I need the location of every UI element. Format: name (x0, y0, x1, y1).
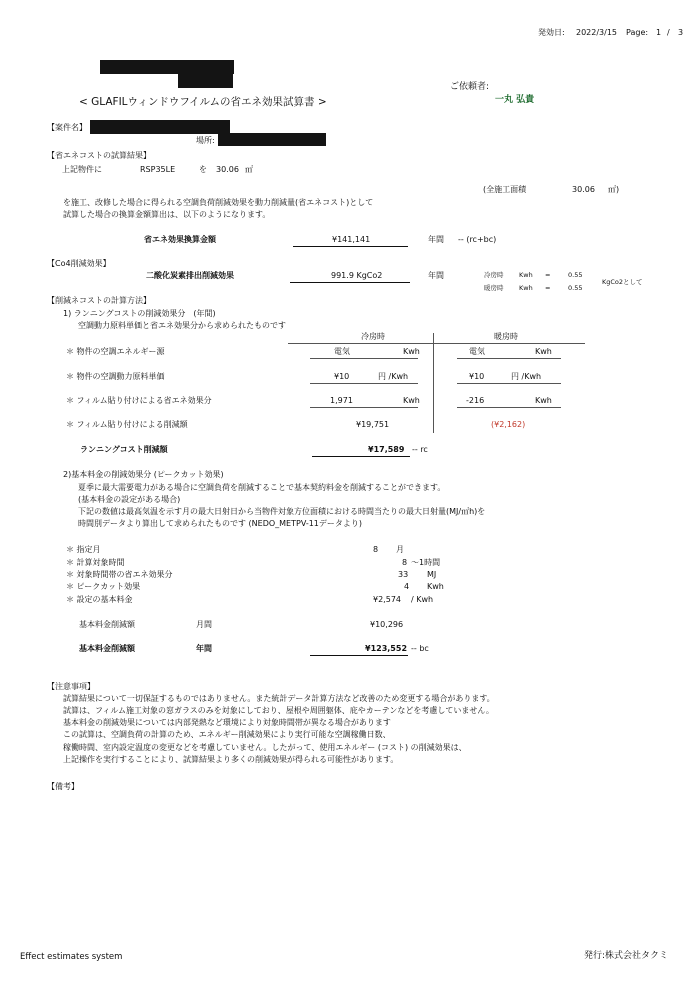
film-reduction-cool: ¥19,751 (356, 420, 390, 429)
row-unitprice-cool-line (310, 383, 418, 384)
page-current: 1 (656, 28, 662, 37)
row-saving-label: ＊ フィルム貼り付けによる省エネ効果分 (66, 396, 212, 405)
redacted-company-sub (178, 74, 233, 88)
basic-item-peak-label: ＊ ピークカット効果 (66, 582, 141, 591)
co2-heat-label: 暖房時 (484, 284, 504, 292)
amount-unit: 年間 (428, 235, 444, 244)
area-unit: ㎡ (245, 165, 253, 174)
total-area-label: (全施工面積 (483, 185, 527, 194)
area-value: 30.06 (216, 165, 239, 174)
page-total: 3 (678, 28, 684, 37)
product-name: RSP35LE (140, 165, 176, 174)
film-reduction-heat: (¥2,162) (491, 420, 526, 429)
table-top-line (288, 343, 585, 344)
table-divider (433, 333, 434, 433)
co2-heat-kwh: Kwh (519, 284, 533, 292)
footer-system-name: Effect estimates system (20, 952, 123, 962)
row-unitprice-cool-b: 円 /Kwh (378, 372, 409, 381)
basic-item-hours-value: 8 (402, 558, 408, 567)
monthly-label: 基本料金削減額 (79, 620, 135, 629)
co2-heat-factor: 0.55 (568, 284, 583, 292)
row-unitprice-heat-line (457, 383, 561, 384)
issue-date: 2022/3/15 (576, 28, 618, 37)
annual-period: 年間 (196, 644, 212, 653)
row-unitprice-label: ＊ 物件の空調動力原料単価 (66, 372, 165, 381)
col-heat: 暖房時 (494, 332, 518, 341)
note-line-4: この試算は、空調負荷の計算のため、エネルギー削減効果により実行可能な空調稼働日数、 (63, 730, 391, 739)
basic-item-fee-unit: / Kwh (411, 595, 434, 604)
monthly-value: ¥10,296 (370, 620, 404, 629)
row-energy-heat-line (457, 358, 561, 359)
amount-underline (293, 246, 408, 247)
co2-label: 二酸化炭素排出削減効果 (146, 271, 234, 280)
basic-item-saving-unit: MJ (427, 570, 437, 579)
row-saving-cool-a: 1,971 (330, 396, 353, 405)
basic-item-saving-label: ＊ 対象時間帯の省エネ効果分 (66, 570, 173, 579)
co2-cool-factor: 0.55 (568, 271, 583, 279)
monthly-period: 月間 (196, 620, 212, 629)
running-total-label: ランニングコスト削減額 (80, 445, 168, 454)
document-title: < GLAFILウィンドウフイルムの省エネ効果試算書 > (79, 96, 327, 108)
property-prefix: 上記物件に (62, 165, 102, 174)
running-total-underline (312, 456, 410, 457)
row-saving-heat-b: Kwh (535, 396, 552, 405)
co2-note: KgCo2として (602, 278, 643, 286)
row-energy-heat-b: Kwh (535, 347, 552, 356)
basic-line-3: 下記の数値は最高気温を示す月の最大日射日から当物件対象方位面積における時間当たりの最大日射量(MJ/㎡h)を (78, 507, 486, 516)
row-energy-cool-a: 電気 (334, 347, 350, 356)
basic-title: 2)基本料金の削減効果分 (ピークカット効果) (63, 470, 224, 479)
basic-item-month-unit: 月 (396, 545, 404, 554)
remarks-heading: 【備考】 (47, 782, 79, 791)
total-area-value: 30.06 (572, 185, 595, 194)
notes-heading: 【注意事項】 (47, 682, 95, 691)
note-line-2: 試算は、フィルム施工対象の窓ガラスのみを対象にしており、屋根や周囲躯体、庇やカーテンなどを考慮していません。 (63, 706, 494, 715)
row-unitprice-cool-a: ¥10 (334, 372, 350, 381)
running-title: 1) ランニングコストの削減効果分 (年間) (63, 309, 216, 318)
particle-wo: を (199, 165, 207, 174)
co2-cool-kwh: Kwh (519, 271, 533, 279)
note-line-6: 上記操作を実行することにより、試算結果より多くの削減効果が得られる可能性があります。 (63, 755, 399, 764)
annual-value: ¥123,552 (365, 644, 408, 653)
row-saving-cool-b: Kwh (403, 396, 420, 405)
note-line-1: 試算結果について一切保証するものではありません。また統計データ計算方法など改善のため変更する場合があります。 (63, 694, 495, 703)
row-energy-cool-b: Kwh (403, 347, 420, 356)
basic-item-month-value: 8 (373, 545, 379, 554)
basic-item-hours-label: ＊ 計算対象時間 (66, 558, 125, 567)
location-label: 場所: (196, 136, 215, 145)
cost-heading: 【省エネコストの試算結果】 (47, 151, 151, 160)
cost-desc-2: 試算した場合の換算金額算出は、以下のようになります。 (63, 210, 271, 219)
row-saving-cool-line (310, 407, 418, 408)
running-total-note: -- rc (412, 445, 428, 454)
redacted-company (100, 60, 234, 74)
co2-value: 991.9 KgCo2 (331, 271, 383, 280)
co2-unit: 年間 (428, 271, 444, 280)
cost-desc-1: を施工、改修した場合に得られる空調負荷削減効果を動力削減量(省エネコスト)として (63, 198, 374, 207)
basic-line-4: 時間別データより算出して求められたものです (NEDO_METPV-11データより) (78, 519, 363, 528)
basic-item-peak-unit: Kwh (427, 582, 444, 591)
annual-label: 基本料金削減額 (79, 644, 135, 653)
row-saving-heat-line (457, 407, 561, 408)
running-total-value: ¥17,589 (368, 445, 405, 454)
basic-item-peak-value: 4 (404, 582, 410, 591)
basic-item-saving-value: 33 (398, 570, 409, 579)
basic-line-2: (基本料金の設定がある場合) (78, 495, 181, 504)
basic-item-month-label: ＊ 指定月 (66, 545, 101, 554)
row-unitprice-heat-b: 円 /Kwh (511, 372, 542, 381)
redacted-case-name (90, 120, 230, 134)
row-energy-heat-a: 電気 (469, 347, 485, 356)
co2-heading: 【Co4削減効果】 (47, 259, 111, 268)
annual-note: -- bc (411, 644, 429, 653)
requester-label: ご依頼者: (450, 82, 490, 92)
basic-item-hours-unit: ～1時間 (411, 558, 441, 567)
note-line-5: 稼働時間、室内設定温度の変更などを考慮していません。したがって、使用エネルギー (コスト) の削減効果は、 (63, 743, 467, 752)
row-saving-heat-a: -216 (466, 396, 485, 405)
row-energy-cool-line (310, 358, 418, 359)
annual-underline (310, 655, 408, 656)
row-unitprice-heat-a: ¥10 (469, 372, 485, 381)
col-cool: 冷房時 (361, 332, 385, 341)
case-label: 【案件名】 (47, 123, 87, 132)
film-reduction-label: ＊ フィルム貼り付けによる削減額 (66, 420, 188, 429)
redacted-location (218, 133, 326, 146)
issue-date-label: 発効日: (538, 28, 565, 37)
footer-issuer: 発行:株式会社タクミ (584, 951, 669, 961)
total-area-unit: ㎡) (608, 185, 620, 194)
co2-underline (290, 282, 410, 283)
page-label: Page: (626, 28, 649, 37)
basic-line-1: 夏季に最大需要電力がある場合に空調負荷を削減することで基本契約料金を削減することができます。 (78, 483, 446, 492)
co2-heat-eq: = (545, 284, 551, 292)
running-desc: 空調動力原料単価と省エネ効果分から求められたものです (78, 321, 286, 330)
calc-heading: 【削減ネコストの計算方法】 (47, 296, 151, 305)
note-line-3: 基本料金の削減効果については内部発熱など環境により対象時間帯が異なる場合があります (63, 718, 391, 727)
co2-cool-label: 冷房時 (484, 271, 504, 279)
row-energy-label: ＊ 物件の空調エネルギー源 (66, 347, 165, 356)
basic-item-fee-label: ＊ 設定の基本料金 (66, 595, 133, 604)
amount-value: ¥141,141 (332, 235, 371, 244)
amount-note: -- (rc+bc) (458, 235, 497, 244)
co2-cool-eq: = (545, 271, 551, 279)
requester-name: 一丸 弘貴 (495, 95, 535, 105)
page-separator: / (667, 28, 670, 37)
amount-label: 省エネ効果換算金額 (144, 235, 216, 244)
basic-item-fee-value: ¥2,574 (373, 595, 401, 604)
